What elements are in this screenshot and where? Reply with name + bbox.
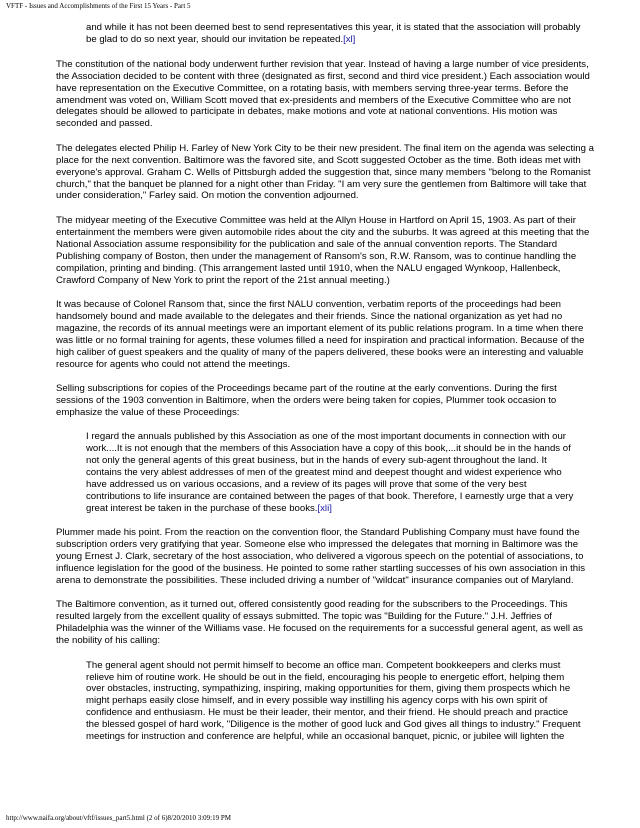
paragraph-plummer-point: Plummer made his point. From the reaction on the convention floor, the Standard Publishing Company must have found the subscription orders very gratifying that year. Someone else who impressed the delegates that morning in Baltimore was the young Ernest J. Clark, secretary of the host association, who delivered a vigorous speech on the potential of associations, to influence legislation for the good of the business. He pointed to some rather startling successes of his own association in this arena to demonstrate the possibilities. These included driving a number of "wildcat" insurance companies out of Maryland. [56, 527, 586, 586]
article-body [56, 22, 596, 756]
paragraph-constitution: The constitution of the national body underwent further revision that year. Instead of having a large number of vice presidents, the Association decided to be content with three (designated as first, second and third vice president.) Each association would have representation on the Executive Committee, on a rotating basis, with members serving three-year terms. Before the amendment was voted on, William Scott moved that ex-presidents and members of the Executive Committee who are not delegates should be allowed to participate in debates, make motions and vote at national conventions. His motion was seconded and passed. [56, 58, 590, 130]
footnote-link-xli[interactable]: [xli] [317, 502, 332, 514]
quote-jeffries: The general agent should not permit himself to become an office man. Competent bookkeepers and clerks must relieve him of routine work. He should be out in the field, encouraging his people to energetic effort, helping them over obstacles, instructing, sympathizing, inspiring, making opportunities for them, giving them prospects which he might perhaps easily close himself, and in every possible way instilling his agency corps with his own spirit of confidence and enthusiasm. He must be their leader, their mentor, and their friend. He should preach and practice the blessed gospel of hard work, "Diligence is the mother of good luck and God gives all things to industry." Frequent meetings for instruction and conference are helpful, while an occasional banquet, picnic, or jubilee will lighten the [86, 659, 581, 743]
page-footer: http://www.naifa.org/about/vftf/issues_part5.html (2 of 6)8/20/2010 3:09:19 PM [6, 814, 231, 822]
paragraph-baltimore-convention: The Baltimore convention, as it turned out, offered consistently good reading for the subscribers to the Proceedings. This resulted largely from the excellent quality of essays submitted. The topic was "Building for the Future." J.H. Jeffries of Philadelphia was the winner of the Williams vase. He focused on the requirements for a successful general agent, as well as the nobility of his calling: [56, 599, 583, 647]
paragraph-ransom-reports: It was because of Colonel Ransom that, since the first NALU convention, verbatim reports of the proceedings had been handsomely bound and made available to the delegates and their friends. Since the national organization as yet had no magazine, the records of its annual meetings were an important element of its public relations program. In a time when there was little or no formal training for agents, these volumes filled a need for inspiration and practical information. Because of the high caliber of guest speakers and the quality of many of the papers delivered, these books were an interesting and valuable resource for agents who could not attend the meetings. [56, 299, 585, 370]
paragraph-subscriptions: Selling subscriptions for copies of the Proceedings became part of the routine at the early conventions. During the first sessions of the 1903 convention in Baltimore, when the orders were being taken for copies, Plummer took occasion to emphasize the value of these Proceedings: [56, 383, 557, 418]
quote-plummer [86, 431, 582, 514]
paragraph-farley-election: The delegates elected Philip H. Farley of New York City to be their new president. The final item on the agenda was selecting a place for the next convention. Baltimore was the favored site, and Scott suggested October as the time. Both ideas met with everyone's approval. Graham C. Wells of Pittsburgh added the suggestion that, since many members "belong to the Romanist church," that the banquet be planned for a night other than Friday. "I am very sure the gentlemen from Baltimore will take that under consideration," Farley said. On motion the convention adjourned. [56, 142, 594, 202]
paragraph-midyear-meeting: The midyear meeting of the Executive Committee was held at the Allyn House in Hartford on April 15, 1903. As part of their entertainment the members were given automobile rides about the city and the suburbs. It was agreed at this meeting that the National Association assume responsibility for the publication and sale of the annual convention reports. The Standard Publishing company of Boston, then under the management of Ransom's son, R.W. Ransom, was to continue handling the compilation, printing and binding. (This arrangement lasted until 1910, when the NALU engaged Wynkoop, Hallenbeck, Crawford Company of New York to print the report of the 21st annual meeting.) [56, 214, 590, 286]
quote-continuation [86, 22, 582, 46]
footnote-link-xl[interactable]: [xl] [343, 33, 356, 45]
page-header: VFTF - Issues and Accomplishments of the First 15 Years - Part 5 [6, 2, 191, 10]
paragraph-text: and while it has not been deemed best to send representatives this year, it is stated that the association will probably be glad to do so next year, should our invitation be repeated. [86, 22, 581, 45]
quote-text: I regard the annuals published by this Association as one of the most important documents in connection with our work....It is not enough that the members of this Association have a copy of this book,...it should be in the hands of not only the general agents of this great business, but in the hands of every sub-agent throughout the land. It contains the very ablest addresses of men of the greatest mind and deepest thought and widest experience who have addressed us on various occasions, and a review of its pages will prove that some of the very best contributions to life insurance are contained between the pages of that book. Therefore, I earnestly urge that a very great interest be taken in the purchase of these books. [86, 431, 574, 514]
